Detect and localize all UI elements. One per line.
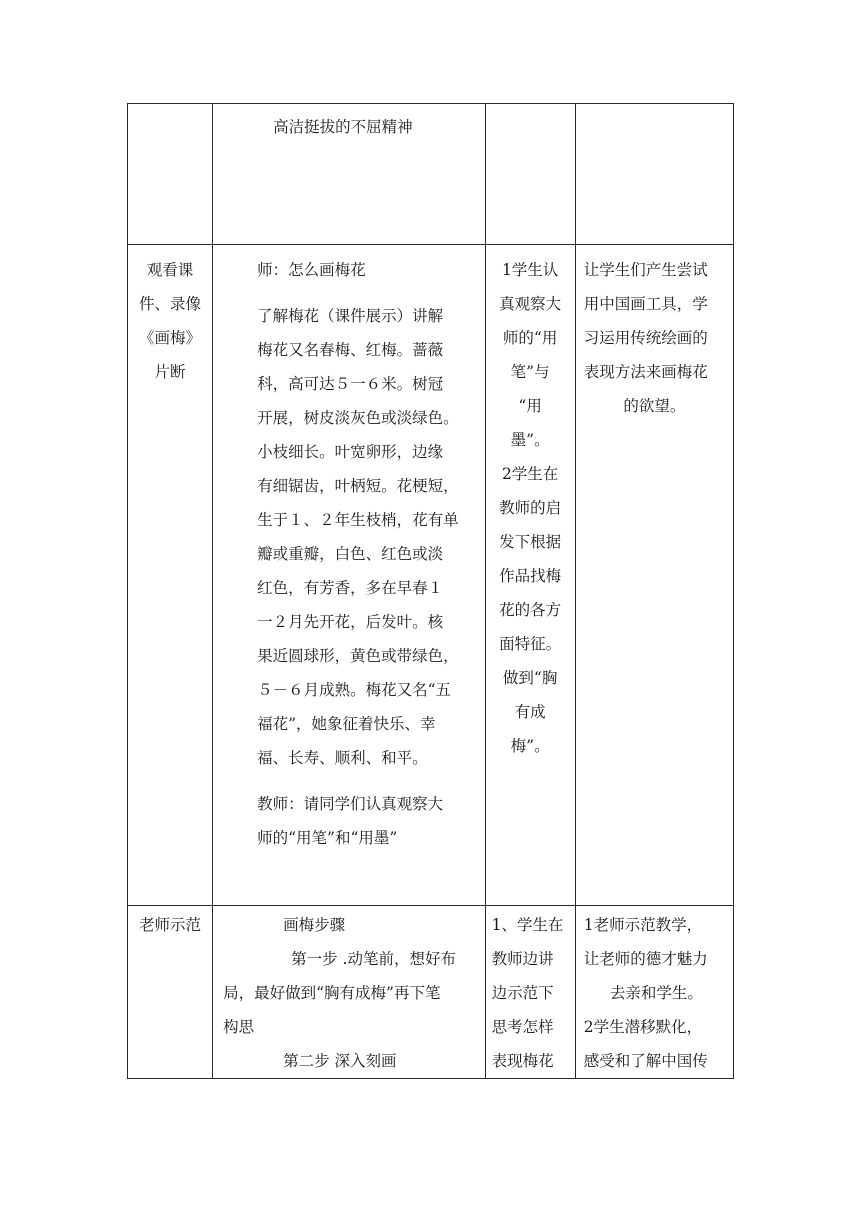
row3-student-line: 表现梅花 [491, 1052, 554, 1070]
teacher-ask-line: 师的“用笔”和“用墨” [257, 829, 398, 847]
row3-goal-cell [575, 906, 733, 1079]
goal-line: 让学生们产生尝试 [583, 261, 708, 279]
lesson-plan-table [127, 103, 734, 1079]
student-activity-line: 墨”。 [510, 431, 550, 449]
row2-goal-cell [575, 245, 733, 906]
student-activity-line: 梅”。 [510, 737, 550, 755]
table-row [128, 245, 734, 906]
plum-description-line: 生于１、２年生枝梢，花有单 [257, 511, 459, 529]
goal-line: 的欲望。 [623, 397, 686, 415]
plum-description-line: 有细锯齿，叶柄短。花梗短， [257, 477, 459, 495]
row3-goal-line: 1老师示范教学， [583, 916, 703, 934]
student-activity-line: 做到“胸 [502, 669, 558, 687]
student-activity-line: 作品找梅 [499, 567, 562, 585]
table-row [128, 104, 734, 245]
teacher-ask-line: 教师：请同学们认真观察大 [257, 795, 444, 813]
student-activity-line: 有成 [514, 703, 546, 721]
row3-student-cell [485, 906, 575, 1079]
row2-label-line: 观看课 [146, 261, 194, 279]
row2-label-cell [128, 245, 213, 906]
row1-goal-cell [575, 104, 733, 245]
row3-student-line: 边示范下 [491, 984, 554, 1002]
row2-label-line: 件、录像 [139, 295, 202, 313]
plum-description-line: 一２月先开花，后发叶。核 [257, 613, 444, 631]
table-row [128, 906, 734, 1079]
row3-goal-line: 2学生潜移默化， [583, 1018, 703, 1036]
student-activity-line: 花的各方 [499, 601, 562, 619]
row2-teacher-cell [213, 245, 485, 906]
student-activity-line: 发下根据 [499, 533, 562, 551]
plum-description-line: 开展，树皮淡灰色或淡绿色。 [257, 409, 459, 427]
goal-line: 用中国画工具，学 [583, 295, 708, 313]
row3-student-line: 教师边讲 [491, 950, 554, 968]
plum-description-line: 果近圆球形，黄色或带绿色， [257, 647, 459, 665]
student-activity-line: “用 [518, 397, 542, 415]
student-activity-line: 师的“用 [502, 329, 558, 347]
student-activity-line: 面特征。 [499, 635, 562, 653]
student-activity-line: 教师的启 [499, 499, 562, 517]
goal-line: 表现方法来画梅花 [583, 363, 708, 381]
row2-label-line: 片断 [154, 363, 186, 381]
plum-description-line: 红色，有芳香，多在早春１ [257, 579, 444, 597]
step2-line: 第二步 深入刻画 [283, 1052, 397, 1070]
row3-goal-line: 去亲和学生。 [609, 984, 703, 1002]
row3-student-line: 1、学生在 [491, 916, 564, 934]
plum-description-line: 瓣或重瓣，白色、红色或淡 [257, 545, 444, 563]
teacher-ask [227, 787, 476, 855]
row2-label-line: 《画梅》 [139, 329, 202, 347]
row1-content-text: 高洁挺拔的不屈精神 [273, 118, 413, 136]
row3-label-cell [128, 906, 213, 1079]
row1-label-cell [128, 104, 213, 245]
student-activity-line: 笔”与 [510, 363, 550, 381]
teacher-intro: 师：怎么画梅花 [257, 261, 366, 279]
row3-student-line: 思考怎样 [491, 1018, 554, 1036]
row3-label: 老师示范 [139, 916, 202, 934]
row2-student-cell [485, 245, 575, 906]
plum-description-line: 福、长寿、顺利、和平。 [257, 749, 428, 767]
student-activity-line: 真观察大 [499, 295, 562, 313]
plum-description-line: 科，高可达５一６米。树冠 [257, 375, 444, 393]
row1-content-cell [213, 104, 485, 245]
step1-line: 第一步 .动笔前，想好布 [291, 950, 456, 968]
goal-line: 习运用传统绘画的 [583, 329, 708, 347]
student-activity-line: 1学生认 [501, 261, 559, 279]
plum-description [227, 299, 476, 775]
row3-goal-line: 感受和了解中国传 [583, 1052, 708, 1070]
plum-description-line: 了解梅花（课件展示）讲解 [257, 307, 444, 325]
row1-student-cell [485, 104, 575, 245]
plum-description-line: 福花”，她象征着快乐、幸 [257, 715, 436, 733]
student-activity-line: 2学生在 [501, 465, 559, 483]
steps-heading: 画梅步骤 [283, 916, 346, 934]
plum-description-line: ５－６月成熟。梅花又名“五 [257, 681, 452, 699]
step1-line: 构思 [223, 1018, 255, 1036]
step1-line: 局，最好做到“胸有成梅”再下笔 [223, 984, 441, 1002]
row3-steps-cell [213, 906, 485, 1079]
plum-description-line: 小枝细长。叶宽卵形，边缘 [257, 443, 444, 461]
row3-goal-line: 让老师的德才魅力 [583, 950, 708, 968]
plum-description-line: 梅花又名春梅、红梅。蔷薇 [257, 341, 444, 359]
